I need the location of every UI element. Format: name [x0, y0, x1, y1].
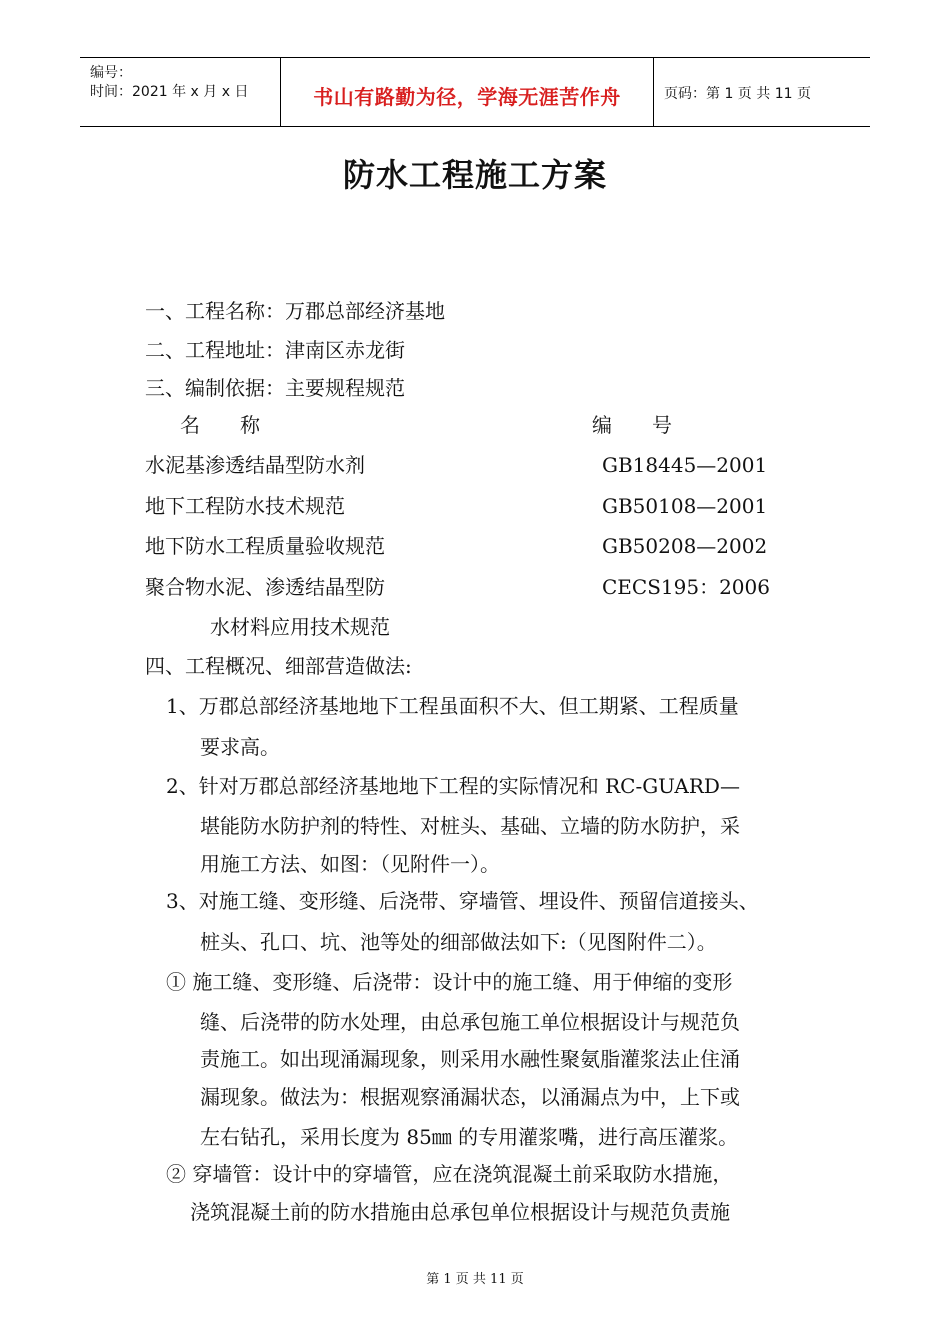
- clause-1-line: 责施工。如出现涌漏现象，则采用水融性聚氨脂灌浆法止住涌: [200, 1047, 740, 1071]
- page-info: 页码：第 1 页 共 11 页: [664, 86, 811, 102]
- spec-name-continued: 水材料应用技术规范: [210, 615, 390, 639]
- spec-code: CECS195：2006: [602, 575, 770, 599]
- page-footer: 第 1 页 共 11 页: [426, 1272, 524, 1287]
- spec-code: GB18445—2001: [602, 453, 768, 477]
- paragraph-2-line: 用施工方法、如图：（见附件一）。: [200, 852, 500, 876]
- clause-1-line: ① 施工缝、变形缝、后浇带：设计中的施工缝、用于伸缩的变形: [166, 970, 733, 994]
- clause-1-line: 漏现象。做法为：根据观察涌漏状态，以涌漏点为中，上下或: [200, 1085, 740, 1109]
- paragraph-2-line: 2、针对万郡总部经济基地地下工程的实际情况和 RC-GUARD—: [166, 774, 740, 798]
- motto: 书山有路勤为径，学海无涯苦作舟: [313, 85, 621, 109]
- spec-code: GB50108—2001: [602, 494, 768, 518]
- header-meta-cell: [80, 58, 281, 126]
- page-header: [80, 57, 870, 127]
- paragraph-1-line: 1、万郡总部经济基地地下工程虽面积不大、但工期紧、工程质量: [166, 694, 739, 718]
- time-label: 时间：2021 年 x 月 x 日: [90, 84, 249, 100]
- document-title: 防水工程施工方案: [342, 156, 607, 194]
- spec-name: 聚合物水泥、渗透结晶型防: [145, 575, 385, 599]
- section-overview: 四、工程概况、细部营造做法:: [145, 654, 412, 678]
- clause-2-line: ② 穿墙管：设计中的穿墙管，应在浇筑混凝土前采取防水措施，: [166, 1162, 733, 1186]
- clause-1-line: 左右钻孔，采用长度为 85㎜ 的专用灌浆嘴，进行高压灌浆。: [200, 1125, 739, 1149]
- spec-column-name-header: 名 称: [180, 413, 260, 437]
- spec-column-code-header: 编 号: [592, 413, 672, 437]
- section-basis: 三、编制依据：主要规程规范: [145, 376, 405, 400]
- spec-name: 地下工程防水技术规范: [145, 494, 345, 518]
- paragraph-3-line: 3、对施工缝、变形缝、后浇带、穿墙管、埋设件、预留信道接头、: [166, 889, 759, 913]
- spec-name: 地下防水工程质量验收规范: [145, 534, 385, 558]
- paragraph-2-line: 堪能防水防护剂的特性、对桩头、基础、立墙的防水防护，采: [200, 814, 740, 838]
- paragraph-1-line: 要求高。: [200, 735, 280, 759]
- clause-2-line: 浇筑混凝土前的防水措施由总承包单位根据设计与规范负责施: [190, 1200, 730, 1224]
- paragraph-3-line: 桩头、孔口、坑、池等处的细部做法如下:（见图附件二）。: [200, 930, 717, 954]
- header-page-cell: [654, 58, 870, 126]
- spec-name: 水泥基渗透结晶型防水剂: [145, 453, 365, 477]
- number-label: 编号：: [90, 65, 132, 81]
- spec-code: GB50208—2002: [602, 534, 768, 558]
- section-project-address: 二、工程地址：津南区赤龙街: [145, 338, 405, 362]
- section-project-name: 一、工程名称：万郡总部经济基地: [145, 299, 445, 323]
- header-motto-cell: [281, 58, 654, 126]
- clause-1-line: 缝、后浇带的防水处理，由总承包施工单位根据设计与规范负: [200, 1010, 740, 1034]
